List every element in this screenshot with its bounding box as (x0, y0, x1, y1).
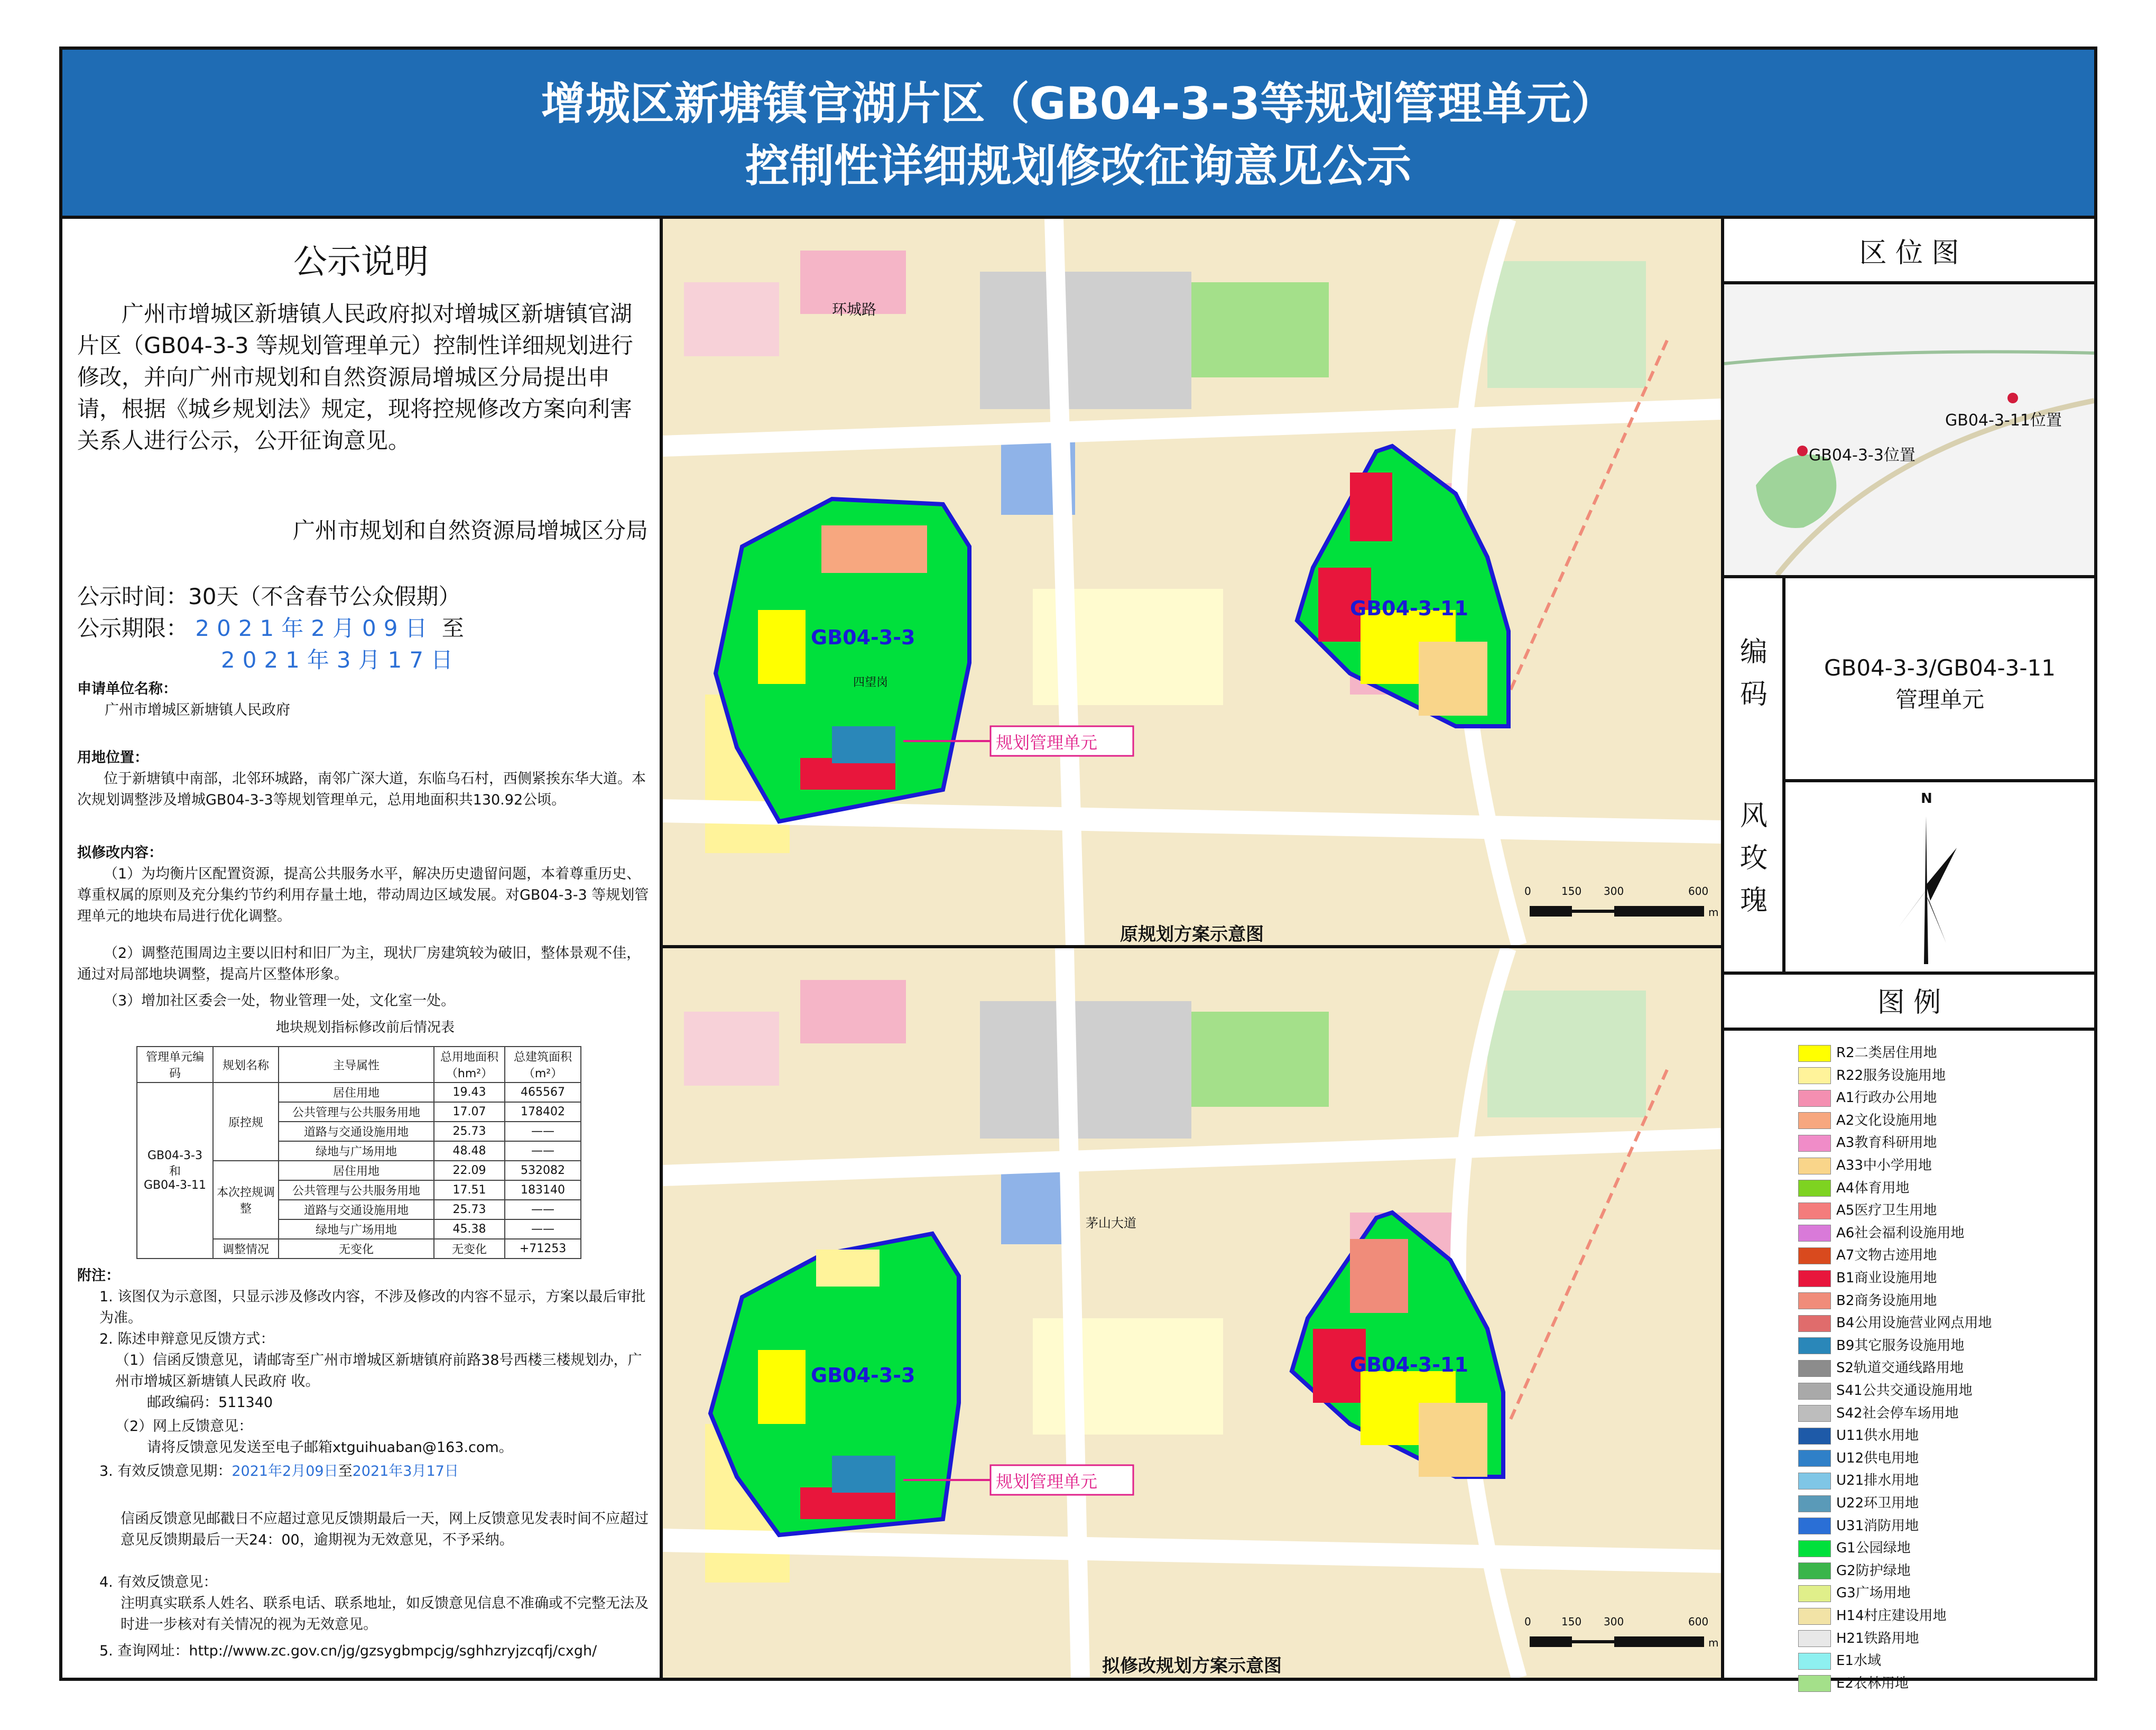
scale-label: 150 (1561, 885, 1582, 898)
legend-swatch (1798, 1270, 1831, 1287)
legend-item (1798, 1561, 1911, 1580)
indicator-table (136, 1046, 581, 1259)
legend-item (1798, 1043, 1937, 1062)
divider (1724, 972, 2094, 975)
legend-label: A3教育科研用地 (1836, 1135, 1937, 1151)
revised-plan-svg (663, 948, 1721, 1678)
table-cell: 178402 (505, 1102, 581, 1122)
legend-item (1798, 1629, 1919, 1648)
callout-label-revised: 规划管理单元 (996, 1472, 1098, 1492)
legend-label: U11供水用地 (1836, 1428, 1919, 1444)
legend-item (1798, 1404, 1959, 1423)
table-cell: 183140 (505, 1180, 581, 1200)
notice-signature: 广州市规划和自然资源局增城区分局 (292, 517, 648, 543)
scale-label: 0 (1524, 1615, 1531, 1628)
original-plan-svg (663, 219, 1721, 945)
bottom-map-caption: 拟修改规划方案示意图 (1102, 1655, 1282, 1677)
legend-swatch (1798, 1405, 1831, 1422)
table-cell: —— (505, 1122, 581, 1141)
legend-item (1798, 1381, 1973, 1400)
note-2: 2. 陈述申辩意见反馈方式： (99, 1331, 275, 1347)
legend-label: G2防护绿地 (1836, 1562, 1911, 1579)
content-1: （1）为均衡片区配置资源，提高公共服务水平，解决历史遗留问题，本着尊重历史、尊重权属的原则及充分集约节约利用存量土地，带动周边区域发展。对GB04-3-3 等规划管理单元的地块布局进行优化调整。 (77, 866, 649, 924)
legend-swatch (1798, 1495, 1831, 1512)
top-map-caption: 原规划方案示意图 (1120, 924, 1264, 945)
legend-label: R2二类居住用地 (1836, 1045, 1937, 1061)
legend-item (1798, 1246, 1937, 1265)
legend-item (1798, 1156, 1932, 1175)
legend-item (1798, 1133, 1937, 1152)
table-cell: +71253 (505, 1239, 581, 1259)
scale-unit: m (1708, 906, 1719, 919)
scale-bar-block (1614, 906, 1704, 917)
legend-item (1798, 1674, 1909, 1693)
table-cell: 居住用地 (279, 1083, 434, 1102)
range-start: 2021年2月09日 (195, 615, 435, 641)
unit-a-label-revised: GB04-3-3 (811, 1364, 915, 1387)
legend-label: U22环卫用地 (1836, 1495, 1919, 1511)
site-text: 位于新塘镇中南部，北邻环城路，南邻广深大道，东临乌石村，西侧紧挨东华大道。本次规划调整涉及增城GB04-3-3等规划管理单元，总用地面积共130.92公顷。 (77, 771, 646, 808)
content-label: 拟修改内容： (77, 845, 163, 861)
table-cell: 道路与交通设施用地 (279, 1200, 434, 1219)
table-cell: 25.73 (434, 1200, 505, 1219)
applicant-label: 申请单位名称： (77, 681, 177, 697)
table-header: 管理单元编码 (137, 1047, 213, 1083)
legend-item (1798, 1539, 1911, 1558)
divider (1782, 578, 1785, 975)
legend-item (1798, 1269, 1937, 1288)
unit-b-label: GB04-3-11 (1350, 597, 1468, 620)
legend-label: A2文化设施用地 (1836, 1112, 1937, 1128)
legend-item (1798, 1313, 1992, 1333)
scale-label: 600 (1688, 1615, 1709, 1628)
legend-swatch (1798, 1450, 1831, 1467)
table-cell: 45.38 (434, 1219, 505, 1239)
scale-label: 300 (1604, 885, 1624, 898)
title-banner (62, 50, 2094, 219)
legend-swatch (1798, 1653, 1831, 1670)
legend-swatch (1798, 1315, 1831, 1332)
notice-period: 公示时间：30天（不含春节公众假期） (77, 584, 461, 609)
original-plan-map (663, 219, 1721, 948)
legend-swatch (1798, 1067, 1831, 1084)
scale-unit: m (1708, 1636, 1719, 1649)
legend-swatch (1798, 1292, 1831, 1309)
table-cell: 调整情况 (213, 1239, 279, 1259)
legend-swatch (1798, 1225, 1831, 1242)
legend-item (1798, 1336, 1964, 1355)
legend-label: A1行政办公用地 (1836, 1090, 1937, 1106)
legend-swatch (1798, 1337, 1831, 1354)
legend-swatch (1798, 1518, 1831, 1534)
legend-label: H14村庄建设用地 (1836, 1608, 1947, 1624)
north-label: N (1921, 791, 1932, 807)
wind-rose-icon (1883, 806, 1978, 975)
legend-item (1798, 1494, 1919, 1513)
legend-item (1798, 1179, 1909, 1198)
range-end-line (221, 644, 591, 676)
range-label: 公示期限： (77, 615, 189, 641)
legend-item (1798, 1606, 1947, 1625)
note-4: 4. 有效反馈意见： (99, 1574, 218, 1590)
legend-label: S2轨道交通线路用地 (1836, 1360, 1964, 1376)
legend-swatch (1798, 1562, 1831, 1579)
legend-label: B9其它服务设施用地 (1836, 1337, 1965, 1354)
legend-item (1798, 1449, 1919, 1468)
note-3-to: 至 (338, 1463, 353, 1479)
legend-label: U31消防用地 (1836, 1518, 1919, 1534)
legend-title: 图 例 (1877, 987, 1941, 1019)
notice-panel (62, 219, 663, 1678)
legend-swatch (1798, 1675, 1831, 1692)
note-3-label: 3. 有效反馈意见期： (99, 1463, 232, 1479)
unit-a-label: GB04-3-3 (811, 626, 915, 649)
code-value-line-1: GB04-3-3/GB04-3-11 (1824, 655, 2056, 681)
table-cell: 532082 (505, 1161, 581, 1180)
table-cell: 48.48 (434, 1141, 505, 1161)
legend-item (1798, 1201, 1937, 1220)
range-to: 至 (441, 615, 464, 641)
legend-item (1798, 1088, 1937, 1107)
note-3 (99, 1461, 649, 1482)
legend-label: R22服务设施用地 (1836, 1067, 1946, 1084)
code-value-line-2: 管理单元 (1895, 687, 1984, 713)
legend-label: E2农林用地 (1836, 1675, 1909, 1691)
legend-label: G1公园绿地 (1836, 1540, 1911, 1557)
legend-label: H21铁路用地 (1836, 1630, 1919, 1646)
legend-label: A4体育用地 (1836, 1180, 1910, 1196)
legend-label: G3广场用地 (1836, 1585, 1911, 1602)
legend-item (1798, 1291, 1937, 1310)
content-3: （3）增加社区委会一处，物业管理一处，文化室一处。 (104, 993, 456, 1009)
legend-swatch (1798, 1180, 1831, 1197)
note-2b: （2）网上反馈意见： (115, 1418, 253, 1435)
legend-item (1798, 1471, 1919, 1490)
location-label-a: GB04-3-3位置 (1809, 446, 1916, 465)
table-cell: 无变化 (434, 1239, 505, 1259)
table-cell: 道路与交通设施用地 (279, 1122, 434, 1141)
legend-swatch (1798, 1383, 1831, 1400)
location-marker-a (1797, 446, 1808, 456)
table-cell: —— (505, 1141, 581, 1161)
legend-item (1798, 1584, 1911, 1603)
legend-swatch (1798, 1473, 1831, 1490)
table-cell: —— (505, 1200, 581, 1219)
legend-label: S42社会停车场用地 (1836, 1405, 1959, 1421)
note-5[interactable]: 5. 查询网址：http://www.zc.gov.cn/jg/gzsygbmpcjg/sghhzryjzcqfj/cxgh/ (99, 1643, 597, 1659)
notes-label: 附注： (77, 1268, 120, 1284)
scale-label: 150 (1561, 1615, 1582, 1628)
table-cell: 绿地与广场用地 (279, 1141, 434, 1161)
code-value (1785, 652, 2094, 716)
legend-label: B1商业设施用地 (1836, 1270, 1937, 1286)
legend-label: S41公共交通设施用地 (1836, 1383, 1973, 1399)
wind-rose-label: 风玫瑰 (1740, 800, 1768, 917)
scale-label: 600 (1688, 885, 1709, 898)
range-end: 2021年3月17日 (221, 647, 461, 673)
road-ms-label: 茅山大道 (1086, 1216, 1136, 1231)
legend-item (1798, 1516, 1919, 1535)
note-2a: （1）信函反馈意见，请邮寄至广州市增城区新塘镇府前路38号西楼三楼规划办，广州市增城区新塘镇人民政府 收。 (115, 1352, 642, 1390)
legend-label: U12供电用地 (1836, 1450, 1919, 1466)
note-2b-detail: 请将反馈意见发送至电子邮箱xtguihuaban@163.com。 (147, 1439, 513, 1456)
note-2a-post: 邮政编码：511340 (147, 1394, 273, 1411)
sidebar (1724, 219, 2094, 1691)
table-cell: 25.73 (434, 1122, 505, 1141)
legend-item (1798, 1651, 1881, 1670)
content-2: （2）调整范围周边主要以旧村和旧厂为主，现状厂房建筑较为破旧，整体景观不佳，通过对局部地块调整，提高片区整体形象。 (77, 945, 641, 983)
legend-swatch (1798, 1608, 1831, 1625)
legend-item (1798, 1358, 1964, 1377)
notice-intro: 广州市增城区新塘镇人民政府拟对增城区新塘镇官湖片区（GB04-3-3 等规划管理单元）控制性详细规划进行修改，并向广州市规划和自然资源局增城区分局提出申请，根据《城乡规划法》规定，现将控规修改方案向利害关系人进行公示，公开征询意见。 (77, 301, 633, 454)
road-ring-label: 环城路 (832, 301, 877, 318)
legend-label: U21排水用地 (1836, 1473, 1919, 1489)
legend-label: A5医疗卫生用地 (1836, 1202, 1937, 1219)
divider (1724, 575, 2094, 578)
table-title: 地块规划指标修改前后情况表 (275, 1020, 455, 1035)
legend-label: A7文物古迹用地 (1836, 1247, 1937, 1264)
note-1: 1. 该图仅为示意图，只显示涉及修改内容，不涉及修改的内容不显示，方案以最后审批为准。 (99, 1289, 646, 1326)
table-cell: 无变化 (279, 1239, 434, 1259)
table-row (137, 1083, 581, 1102)
legend-swatch (1798, 1360, 1831, 1377)
table-cell: 绿地与广场用地 (279, 1219, 434, 1239)
legend-swatch (1798, 1630, 1831, 1647)
table-cell: —— (505, 1219, 581, 1239)
notice-range (77, 613, 648, 644)
table-cell: 22.09 (434, 1161, 505, 1180)
note-3-detail: 信函反馈意见邮戳日不应超过意见反馈期最后一天，网上反馈意见发表时间不应超过意见反馈期最后一天24：00，逾期视为无效意见，不予采纳。 (121, 1511, 649, 1548)
title-line-2: 控制性详细规划修改征询意见公示 (745, 140, 1411, 192)
legend-swatch (1798, 1112, 1831, 1129)
notice-heading: 公示说明 (293, 243, 429, 282)
table-header: 主导属性 (279, 1047, 434, 1083)
legend-swatch (1798, 1585, 1831, 1602)
revised-plan-map (663, 948, 1721, 1678)
table-cell: 465567 (505, 1083, 581, 1102)
legend-swatch (1798, 1045, 1831, 1062)
legend-swatch (1798, 1135, 1831, 1152)
note-3-start: 2021年2月09日 (232, 1463, 338, 1479)
title-line-1: 增城区新塘镇官湖片区（GB04-3-3等规划管理单元） (541, 78, 1616, 129)
location-title: 区 位 图 (1859, 237, 1959, 269)
legend-swatch (1798, 1540, 1831, 1557)
legend-swatch (1798, 1428, 1831, 1445)
table-cell: 居住用地 (279, 1161, 434, 1180)
legend-label: B2商务设施用地 (1836, 1292, 1937, 1309)
location-map (1724, 284, 2094, 575)
legend-swatch (1798, 1247, 1831, 1264)
legend-label: E1水域 (1836, 1653, 1881, 1669)
table-cell: 公共管理与公共服务用地 (279, 1102, 434, 1122)
table-group-cell: 本次控规调整 (213, 1161, 279, 1239)
table-cell: 17.51 (434, 1180, 505, 1200)
location-label-b: GB04-3-11位置 (1945, 411, 2062, 430)
table-cell: 17.07 (434, 1102, 505, 1122)
unit-b-label-revised: GB04-3-11 (1350, 1353, 1468, 1376)
legend-label: A33中小学用地 (1836, 1158, 1932, 1173)
table-header: 规划名称 (213, 1047, 279, 1083)
applicant: 广州市增城区新塘镇人民政府 (105, 702, 290, 718)
location-marker-b (2007, 393, 2018, 403)
legend-label: A6社会福利设施用地 (1836, 1225, 1965, 1241)
table-header: 总建筑面积（m²） (505, 1047, 581, 1083)
scale-label: 300 (1604, 1615, 1624, 1628)
table-header: 总用地面积（hm²） (434, 1047, 505, 1083)
legend-label: B4公用设施营业网点用地 (1836, 1315, 1992, 1331)
table-unit-cell: GB04-3-3 和 GB04-3-11 (137, 1083, 213, 1259)
divider (1782, 779, 2094, 782)
divider (1724, 1028, 2094, 1031)
table-cell: 公共管理与公共服务用地 (279, 1180, 434, 1200)
table-header-row (137, 1047, 581, 1083)
code-label: 编码 (1740, 636, 1768, 710)
site-label: 用地位置： (77, 750, 149, 766)
legend-swatch (1798, 1202, 1831, 1219)
table-group-cell: 原控规 (213, 1083, 279, 1161)
note-4-detail: 注明真实联系人姓名、联系电话、联系地址，如反馈意见信息不准确或不完整无法及时进一步核对有关情况的视为无效意见。 (121, 1595, 649, 1633)
legend-item (1798, 1066, 1946, 1085)
callout-label: 规划管理单元 (996, 733, 1098, 753)
maps-area (663, 219, 1724, 1678)
legend-item (1798, 1426, 1919, 1445)
scale-label: 0 (1524, 885, 1531, 898)
note-3-end: 2021年3月17日 (352, 1463, 459, 1479)
legend-item (1798, 1224, 1964, 1243)
table-cell: 19.43 (434, 1083, 505, 1102)
village-label: 四望岗 (853, 676, 889, 689)
legend-swatch (1798, 1158, 1831, 1174)
legend-swatch (1798, 1090, 1831, 1107)
legend-item (1798, 1111, 1937, 1130)
scale-bar-block (1530, 906, 1572, 917)
